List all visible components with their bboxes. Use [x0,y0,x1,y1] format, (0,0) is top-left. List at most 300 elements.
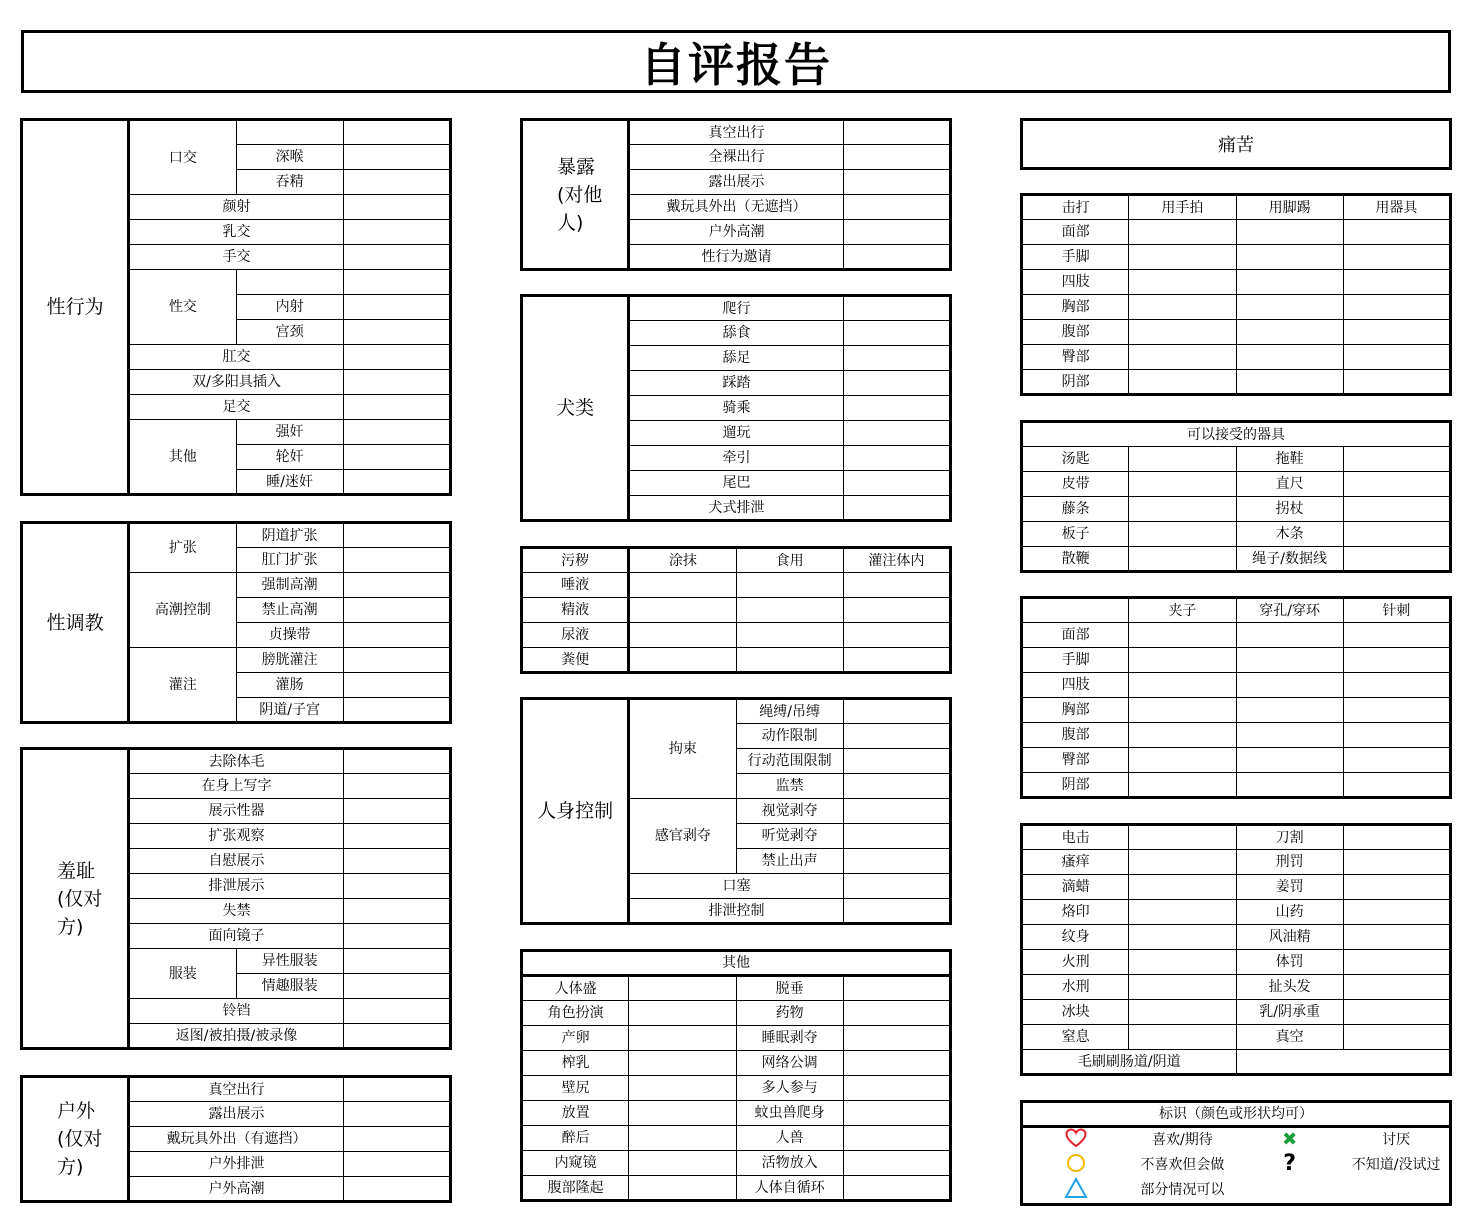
rating-cell[interactable] [343,1177,450,1202]
item-label: 排泄展示 [129,874,344,899]
rating-cell[interactable] [843,724,950,749]
training-table [20,521,452,724]
item-label: 产卵 [522,1026,629,1051]
rating-cell[interactable] [629,976,736,1001]
rating-cell[interactable] [1129,925,1236,950]
rating-cell[interactable] [843,874,950,899]
item-label: 深喉 [236,145,343,170]
rating-cell[interactable] [343,370,450,395]
item-label: 毛刷刷肠道/阴道 [1022,1050,1237,1075]
item-label: 板子 [1022,522,1129,547]
rating-cell[interactable] [843,1126,950,1151]
rating-cell[interactable] [843,573,950,598]
rating-cell[interactable] [1129,698,1236,723]
column-header: 用脚踢 [1236,195,1343,220]
rating-cell[interactable] [843,195,950,220]
item-label: 藤条 [1022,497,1129,522]
rating-cell[interactable] [343,420,450,445]
rating-cell[interactable] [1236,1050,1451,1075]
rating-cell[interactable] [843,623,950,648]
row-label: 胸部 [1022,698,1129,723]
column-header: 用器具 [1343,195,1450,220]
item-label: 户外高潮 [129,1177,344,1202]
heart-icon [1065,1136,1087,1152]
row-label: 腹部 [1022,723,1129,748]
rating-cell[interactable] [1343,270,1450,295]
rating-cell[interactable] [343,395,450,420]
item-label: 展示性器 [129,799,344,824]
rating-cell[interactable] [843,1101,950,1126]
item-label: 扩张观察 [129,824,344,849]
rating-cell[interactable] [343,598,450,623]
item-label: 电击 [1022,825,1129,850]
row-label: 唾液 [522,573,629,598]
item-label: 扯头发 [1236,975,1343,1000]
item-label: 刀割 [1236,825,1343,850]
item-label: 返图/被拍摄/被录像 [129,1024,344,1049]
rating-cell[interactable] [1129,1025,1236,1050]
column-header: 夹子 [1129,598,1236,623]
rating-cell[interactable] [343,295,450,320]
rating-cell[interactable] [343,470,450,495]
rating-cell[interactable] [843,749,950,774]
rating-cell[interactable] [1129,773,1236,798]
rating-cell[interactable] [629,1076,736,1101]
item-label: 放置 [522,1101,629,1126]
rating-cell[interactable] [843,699,950,724]
rating-cell[interactable] [1236,245,1343,270]
item-label: 口塞 [629,874,844,899]
item-label: 户外高潮 [629,220,844,245]
rating-cell[interactable] [1343,320,1450,345]
rating-cell[interactable] [843,1151,950,1176]
column-header: 针刺 [1343,598,1450,623]
rating-cell[interactable] [343,1102,450,1127]
rating-cell[interactable] [736,623,843,648]
rating-cell[interactable] [629,598,736,623]
legend-label: 部分情况可以 [1140,1182,1225,1198]
item-label: 绳缚/吊缚 [736,699,843,724]
rating-cell[interactable] [343,648,450,673]
item-label: 真空出行 [129,1077,344,1102]
rating-cell[interactable] [843,471,950,496]
item-label: 其他 [129,420,236,495]
item-label: 网络公调 [736,1051,843,1076]
rating-cell[interactable] [1343,623,1450,648]
item-label: 纹身 [1022,925,1129,950]
legend-label: 讨厌 [1382,1132,1411,1148]
rating-cell[interactable] [629,1051,736,1076]
rating-cell[interactable] [629,623,736,648]
rating-cell[interactable] [343,1077,450,1102]
rating-cell[interactable] [343,924,450,949]
rating-cell[interactable] [343,1127,450,1152]
legend-table [1020,1100,1452,1206]
item-label: 乳/阴承重 [1236,1000,1343,1025]
rating-cell[interactable] [343,345,450,370]
rating-cell[interactable] [1129,497,1236,522]
item-label: 牵引 [629,446,844,471]
rating-cell[interactable] [343,145,450,170]
item-label: 滴蜡 [1022,875,1129,900]
item-label: 露出展示 [129,1102,344,1127]
rating-cell[interactable] [843,220,950,245]
item-label: 性行为邀请 [629,245,844,270]
item-label: 风油精 [1236,925,1343,950]
rating-cell[interactable] [343,774,450,799]
rating-cell[interactable] [343,698,450,723]
rating-cell[interactable] [629,1126,736,1151]
item-label: 面向镜子 [129,924,344,949]
item-label: 醉后 [522,1126,629,1151]
rating-cell[interactable] [343,824,450,849]
item-label: 足交 [129,395,344,420]
rating-cell[interactable] [1343,345,1450,370]
item-label: 舔足 [629,346,844,371]
row-label: 四肢 [1022,673,1129,698]
item-label: 戴玩具外出（无遮挡） [629,195,844,220]
rating-cell[interactable] [1343,370,1450,395]
rating-cell[interactable] [1343,673,1450,698]
item-label: 内射 [236,295,343,320]
rating-cell[interactable] [1129,1000,1236,1025]
item-label: 铃铛 [129,999,344,1024]
rating-cell[interactable] [1129,447,1236,472]
rating-cell[interactable] [629,1001,736,1026]
rating-cell[interactable] [343,1152,450,1177]
rating-cell[interactable] [1129,320,1236,345]
rating-cell[interactable] [1236,623,1343,648]
rating-cell[interactable] [629,1151,736,1176]
section-header: 其他 [522,951,951,976]
rating-cell[interactable] [843,496,950,521]
rating-cell[interactable] [343,623,450,648]
rating-cell[interactable] [1129,673,1236,698]
rating-cell[interactable] [1236,748,1343,773]
item-label: 户外排泄 [129,1152,344,1177]
rating-cell[interactable] [1129,723,1236,748]
item-label: 姜罚 [1236,875,1343,900]
rating-cell[interactable] [1343,698,1450,723]
triangle-icon [1064,1187,1088,1203]
rating-cell[interactable] [736,598,843,623]
misc-pain-table [1020,823,1452,1076]
rating-cell[interactable] [1343,295,1450,320]
category-label: 人身控制 [522,699,629,924]
item-label: 人体盛 [522,976,629,1001]
rating-cell[interactable] [629,573,736,598]
row-label: 手脚 [1022,245,1129,270]
rating-cell[interactable] [343,799,450,824]
rating-cell[interactable] [843,446,950,471]
rating-cell[interactable] [843,648,950,673]
rating-cell[interactable] [843,598,950,623]
rating-cell[interactable] [1129,220,1236,245]
rating-cell[interactable] [1343,648,1450,673]
rating-cell[interactable] [843,1026,950,1051]
category-label: 户外 (仅对 方) [22,1077,129,1202]
rating-cell[interactable] [1343,950,1450,975]
item-label: 排泄控制 [629,899,844,924]
rating-cell[interactable] [1236,345,1343,370]
rating-cell[interactable] [1343,220,1450,245]
item-label: 吞精 [236,170,343,195]
rating-cell[interactable] [343,523,450,548]
rating-cell[interactable] [843,346,950,371]
rating-cell[interactable] [1129,900,1236,925]
item-label: 强制高潮 [236,573,343,598]
question-icon: ? [1283,1152,1296,1176]
item-label: 灌注 [129,648,236,723]
category-label: 犬类 [522,296,629,521]
column-header: 灌注体内 [843,548,950,573]
item-label: 肛交 [129,345,344,370]
rating-cell[interactable] [1343,245,1450,270]
item-label: 多人参与 [736,1076,843,1101]
rating-cell[interactable] [843,296,950,321]
rating-cell[interactable] [1343,1025,1450,1050]
item-label: 失禁 [129,899,344,924]
rating-cell[interactable] [1343,748,1450,773]
row-label: 手脚 [1022,648,1129,673]
rating-cell[interactable] [343,974,450,999]
item-label: 犬式排泄 [629,496,844,521]
rating-cell[interactable] [1129,825,1236,850]
rating-cell[interactable] [629,1101,736,1126]
rating-cell[interactable] [1129,623,1236,648]
item-label: 烙印 [1022,900,1129,925]
rating-cell[interactable] [343,573,450,598]
item-label: 睡眠剥夺 [736,1026,843,1051]
rating-cell[interactable] [343,270,450,295]
item-label: 绳子/数据线 [1236,547,1343,572]
rating-cell[interactable] [843,1051,950,1076]
item-label: 体罚 [1236,950,1343,975]
rating-cell[interactable] [843,120,950,145]
rating-cell[interactable] [843,1076,950,1101]
item-label: 拘束 [629,699,736,799]
rating-cell[interactable] [843,976,950,1001]
page-title: 自评报告 [21,30,1451,93]
rating-cell[interactable] [843,899,950,924]
category-label: 性行为 [22,120,129,495]
rating-cell[interactable] [1129,975,1236,1000]
item-label: 手交 [129,245,344,270]
rating-cell[interactable] [1343,825,1450,850]
item-label: 拖鞋 [1236,447,1343,472]
rating-cell[interactable] [1236,320,1343,345]
rating-cell[interactable] [343,673,450,698]
item-label: 汤匙 [1022,447,1129,472]
item-label: 自慰展示 [129,849,344,874]
rating-cell[interactable] [1129,345,1236,370]
item-label: 拐杖 [1236,497,1343,522]
column-header: 涂抹 [629,548,736,573]
rating-cell[interactable] [1129,748,1236,773]
rating-cell[interactable] [843,396,950,421]
rating-cell[interactable] [843,145,950,170]
item-label: 戴玩具外出（有遮挡） [129,1127,344,1152]
row-label: 阴部 [1022,370,1129,395]
item-label: 药物 [736,1001,843,1026]
row-label: 臀部 [1022,748,1129,773]
item-label: 腹部隆起 [522,1176,629,1201]
rating-cell[interactable] [343,120,450,145]
rating-cell[interactable] [843,245,950,270]
rating-cell[interactable] [1343,850,1450,875]
rating-cell[interactable] [343,548,450,573]
rating-cell[interactable] [629,1176,736,1201]
item-label: 皮带 [1022,472,1129,497]
item-label: 阴道/子宫 [236,698,343,723]
rating-cell[interactable] [343,320,450,345]
row-label: 粪便 [522,648,629,673]
rating-cell[interactable] [1129,295,1236,320]
rating-cell[interactable] [1343,497,1450,522]
rating-cell[interactable] [843,849,950,874]
clip-table [1020,596,1452,799]
row-label: 阴部 [1022,773,1129,798]
item-label: 动作限制 [736,724,843,749]
item-label: 壁尻 [522,1076,629,1101]
item-label: 口交 [129,120,236,195]
item-label: 在身上写字 [129,774,344,799]
other-table [520,949,952,1202]
item-label: 轮奸 [236,445,343,470]
rating-cell[interactable] [1343,875,1450,900]
rating-cell[interactable] [843,774,950,799]
row-label: 面部 [1022,623,1129,648]
rating-cell[interactable] [343,899,450,924]
rating-cell[interactable] [1236,698,1343,723]
item-label: 感官剥夺 [629,799,736,874]
rating-cell[interactable] [1236,220,1343,245]
item-label: 人兽 [736,1126,843,1151]
rating-cell[interactable] [1129,547,1236,572]
item-label: 膀胱灌注 [236,648,343,673]
rating-cell[interactable] [343,195,450,220]
rating-cell[interactable] [1343,472,1450,497]
section-header: 标识（颜色或形状均可） [1022,1102,1451,1127]
row-label: 腹部 [1022,320,1129,345]
rating-cell[interactable] [343,220,450,245]
rating-cell[interactable] [343,949,450,974]
rating-cell[interactable] [1129,270,1236,295]
item-label: 扩张 [129,523,236,573]
item-label: 榨乳 [522,1051,629,1076]
rating-cell[interactable] [1129,472,1236,497]
item-label: 乳交 [129,220,344,245]
exposure-table [520,118,952,271]
item-label: 肛门扩张 [236,548,343,573]
rating-cell[interactable] [1129,850,1236,875]
item-label: 直尺 [1236,472,1343,497]
item-label: 尾巴 [629,471,844,496]
rating-cell[interactable] [343,874,450,899]
rating-cell[interactable] [343,849,450,874]
row-label: 胸部 [1022,295,1129,320]
item-label: 冰块 [1022,1000,1129,1025]
sex-table [20,118,452,496]
rating-cell[interactable] [1236,295,1343,320]
rating-cell[interactable] [629,648,736,673]
rating-cell[interactable] [1343,1000,1450,1025]
rating-cell[interactable] [1129,950,1236,975]
item-label: 真空 [1236,1025,1343,1050]
rating-cell[interactable] [343,999,450,1024]
rating-cell[interactable] [843,371,950,396]
rating-cell[interactable] [1343,547,1450,572]
rating-cell[interactable] [1236,370,1343,395]
rating-cell[interactable] [1129,648,1236,673]
column-header: 用手拍 [1129,195,1236,220]
rating-cell[interactable] [1343,975,1450,1000]
rating-cell[interactable] [843,824,950,849]
rating-cell[interactable] [843,1176,950,1201]
circle-icon [1066,1161,1086,1177]
rating-cell[interactable] [629,1026,736,1051]
rating-cell[interactable] [343,445,450,470]
rating-cell[interactable] [1236,723,1343,748]
category-label: 暴露 (对他 人) [522,120,629,270]
rating-cell[interactable] [843,1001,950,1026]
column-header [1022,598,1129,623]
rating-cell[interactable] [1129,245,1236,270]
rating-cell[interactable] [343,245,450,270]
rating-cell[interactable] [1236,673,1343,698]
item-label: 山药 [1236,900,1343,925]
rating-cell[interactable] [1129,522,1236,547]
outdoor-table [20,1075,452,1203]
tools-table [1020,420,1452,573]
row-label: 臀部 [1022,345,1129,370]
cross-icon: ✖ [1282,1128,1298,1150]
section-header: 可以接受的器具 [1022,422,1451,447]
rating-cell[interactable] [843,421,950,446]
rating-cell[interactable] [1129,875,1236,900]
rating-cell[interactable] [736,648,843,673]
item-label: 视觉剥夺 [736,799,843,824]
rating-cell[interactable] [1343,522,1450,547]
row-label: 四肢 [1022,270,1129,295]
rating-cell[interactable] [843,170,950,195]
rating-cell[interactable] [736,573,843,598]
item-label: 露出展示 [629,170,844,195]
item-label: 刑罚 [1236,850,1343,875]
rating-cell[interactable] [1343,773,1450,798]
rating-cell[interactable] [1236,270,1343,295]
rating-cell[interactable] [1343,925,1450,950]
column-header: 食用 [736,548,843,573]
item-label: 散鞭 [1022,547,1129,572]
rating-cell[interactable] [1236,773,1343,798]
rating-cell[interactable] [1129,370,1236,395]
rating-cell[interactable] [1343,447,1450,472]
row-label: 面部 [1022,220,1129,245]
item-label: 水刑 [1022,975,1129,1000]
rating-cell[interactable] [1236,648,1343,673]
item-label: 蚊虫兽爬身 [736,1101,843,1126]
rating-cell[interactable] [843,321,950,346]
rating-cell[interactable] [343,170,450,195]
rating-cell[interactable] [343,749,450,774]
rating-cell[interactable] [1343,723,1450,748]
item-label: 舔食 [629,321,844,346]
item-label: 全裸出行 [629,145,844,170]
rating-cell[interactable] [843,799,950,824]
rating-cell[interactable] [343,1024,450,1049]
rating-cell[interactable] [1343,900,1450,925]
